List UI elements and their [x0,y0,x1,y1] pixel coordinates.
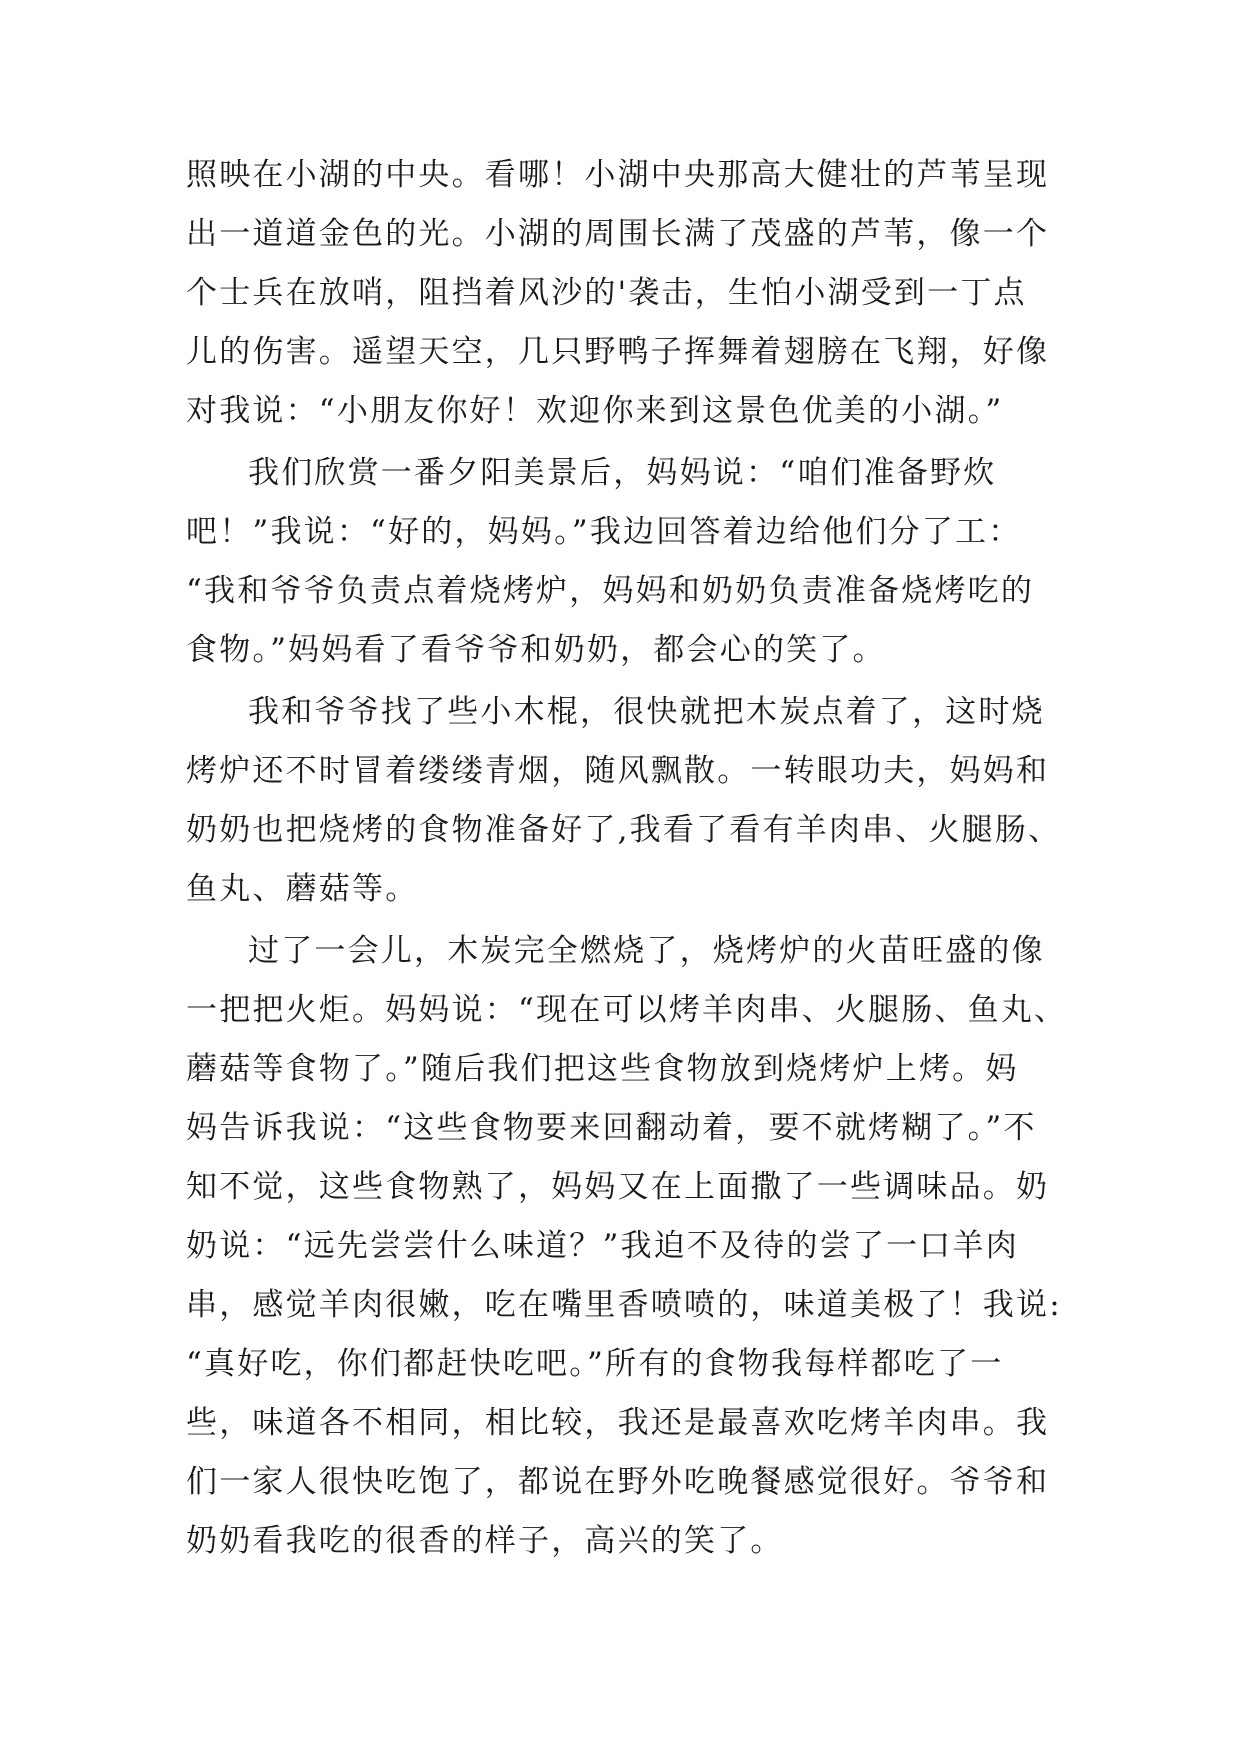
text-line: 过了一会儿，木炭完全燃烧了，烧烤炉的火苗旺盛的像 [248,933,1045,969]
text-line: 我们欣赏一番夕阳美景后，妈妈说：“咱们准备野炊 [248,455,997,491]
text-line: 奶奶也把烧烤的食物准备好了,我看了看有羊肉串、火腿肠、 [186,812,1062,848]
text-line: “真好吃，你们都赶快吃吧。”所有的食物我每样都吃了一 [186,1346,1004,1382]
text-line: 一把把火炬。妈妈说：“现在可以烤羊肉串、火腿肠、鱼丸、 [186,992,1068,1028]
text-line: 对我说：“小朋友你好！欢迎你来到这景色优美的小湖。” [186,393,1004,429]
text-line: 们一家人很快吃饱了，都说在野外吃晚餐感觉很好。爷爷和 [186,1464,1050,1500]
text-line: 个士兵在放哨，阻挡着风沙的'袭击，生怕小湖受到一丁点 [186,275,1027,311]
text-line: 蘑菇等食物了。”随后我们把这些食物放到烧烤炉上烤。妈 [186,1051,1019,1087]
text-line: 些，味道各不相同，相比较，我还是最喜欢吃烤羊肉串。我 [186,1405,1050,1441]
text-line: “我和爷爷负责点着烧烤炉，妈妈和奶奶负责准备烧烤吃的 [186,573,1035,609]
text-line: 吧！”我说：“好的，妈妈。”我边回答着边给他们分了工： [186,514,1022,550]
text-line: 知不觉，这些食物熟了，妈妈又在上面撒了一些调味品。奶 [186,1169,1050,1205]
text-line: 奶奶看我吃的很香的样子，高兴的笑了。 [186,1523,784,1559]
text-line: 食物。”妈妈看了看爷爷和奶奶，都会心的笑了。 [186,632,886,668]
text-line: 鱼丸、蘑菇等。 [186,871,419,907]
text-line: 串，感觉羊肉很嫩，吃在嘴里香喷喷的，味道美极了！我说: [186,1287,1062,1323]
text-line: 妈告诉我说：“这些食物要来回翻动着，要不就烤糊了。”不 [186,1110,1037,1146]
text-line: 我和爷爷找了些小木棍，很快就把木炭点着了，这时烧 [248,694,1045,730]
text-line: 儿的伤害。遥望天空，几只野鸭子挥舞着翅膀在飞翔，好像 [186,334,1050,370]
text-line: 烤炉还不时冒着缕缕青烟，随风飘散。一转眼功夫，妈妈和 [186,753,1050,789]
text-line: 出一道道金色的光。小湖的周围长满了茂盛的芦苇，像一个 [186,216,1050,252]
text-line: 照映在小湖的中央。看哪！小湖中央那高大健壮的芦苇呈现 [186,157,1050,193]
text-line: 奶说：“远先尝尝什么味道？”我迫不及待的尝了一口羊肉 [186,1228,1019,1264]
